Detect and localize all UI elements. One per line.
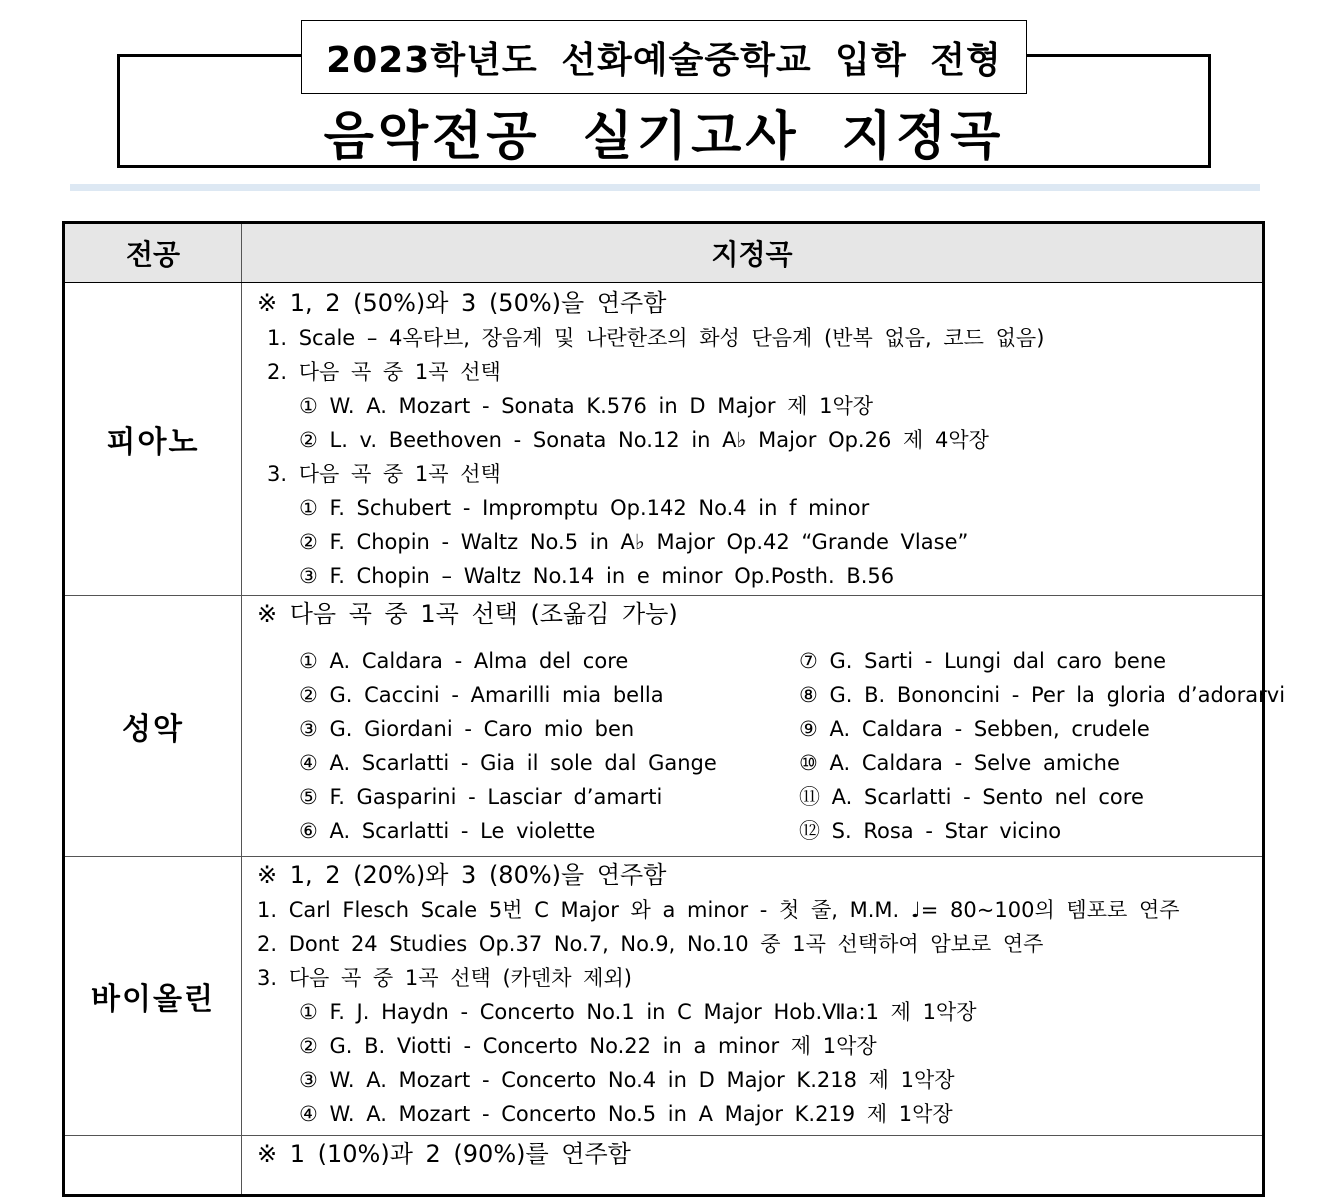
list-item: ⑫ S. Rosa - Star vicino [799, 819, 1062, 843]
content-piano [242, 283, 1264, 596]
list-item: ③ F. Chopin – Waltz No.14 in e minor Op.Posth. B.56 [299, 564, 895, 588]
list-item: ② G. Caccini - Amarilli mia bella [299, 683, 664, 707]
list-item: 2. Dont 24 Studies Op.37 No.7, No.9, No.10 중 1곡 선택하여 암보로 연주 [257, 932, 1044, 956]
list-item: ② F. Chopin - Waltz No.5 in A♭ Major Op.42 “Grande Vlase” [299, 530, 969, 554]
list-item: ③ G. Giordani - Caro mio ben [299, 717, 635, 741]
major-piano: 피아노 [64, 283, 242, 596]
list-item: ⑪ A. Scarlatti - Sento nel core [799, 785, 1144, 809]
vocal-note: ※ 다음 곡 중 1곡 선택 (조옮김 가능) [257, 600, 678, 628]
major-vocal: 성악 [64, 596, 242, 857]
list-item: ④ A. Scarlatti - Gia il sole dal Gange [299, 751, 717, 775]
list-item: ⑦ G. Sarti - Lungi dal caro bene [799, 649, 1167, 673]
table-row-violin [64, 857, 1264, 1136]
vocal-left-column [242, 644, 799, 848]
header-row [64, 223, 1264, 283]
list-item: ② G. B. Viotti - Concerto No.22 in a minor 제 1악장 [299, 1034, 877, 1058]
content-violin [242, 857, 1264, 1136]
list-item: 1. Carl Flesch Scale 5번 C Major 와 a minor - 첫 줄, M.M. ♩= 80~100의 템포로 연주 [257, 898, 1180, 922]
violin-note: ※ 1, 2 (20%)와 3 (80%)을 연주함 [257, 861, 667, 889]
major-violin: 바이올린 [64, 857, 242, 1136]
exam-table [62, 221, 1286, 1197]
header-pieces: 지정곡 [242, 223, 1264, 283]
table-row-vocal [64, 596, 1264, 857]
content-next [242, 1136, 1264, 1196]
title-divider [70, 184, 1260, 191]
list-item: ⑩ A. Caldara - Selve amiche [799, 751, 1120, 775]
table-row-next [64, 1136, 1264, 1196]
list-item: ⑥ A. Scarlatti - Le violette [299, 819, 596, 843]
list-item: ⑧ G. B. Bononcini - Per la gloria d’adorarvi [799, 683, 1286, 707]
major-next [64, 1136, 242, 1196]
list-item: ③ W. A. Mozart - Concerto No.4 in D Major K.218 제 1악장 [299, 1068, 955, 1092]
list-item: 3. 다음 곡 중 1곡 선택 (카덴차 제외) [257, 966, 632, 990]
vocal-right-column [799, 644, 1286, 848]
list-item: 1. Scale – 4옥타브, 장음계 및 나란한조의 화성 단음계 (반복 없음, 코드 없음) [267, 326, 1045, 350]
list-item: ⑨ A. Caldara - Sebben, crudele [799, 717, 1150, 741]
list-item: ⑤ F. Gasparini - Lasciar d’amarti [299, 785, 663, 809]
subtitle-box [301, 20, 1027, 94]
page-title [117, 94, 1211, 168]
header-major: 전공 [64, 223, 242, 283]
list-item: ② L. v. Beethoven - Sonata No.12 in A♭ Major Op.26 제 4악장 [299, 428, 989, 452]
next-note: ※ 1 (10%)과 2 (90%)를 연주함 [257, 1140, 631, 1168]
title-text: 음악전공 실기고사 지정곡 [323, 106, 1005, 167]
list-item: 3. 다음 곡 중 1곡 선택 [267, 462, 501, 486]
piano-note: ※ 1, 2 (50%)와 3 (50%)을 연주함 [257, 289, 667, 317]
list-item: 2. 다음 곡 중 1곡 선택 [267, 360, 501, 384]
content-vocal [242, 596, 1286, 857]
list-item: ① F. Schubert - Impromptu Op.142 No.4 in f minor [299, 496, 870, 520]
table-row-piano [64, 283, 1264, 596]
list-item: ① W. A. Mozart - Sonata K.576 in D Major 제 1악장 [299, 394, 874, 418]
vocal-columns [242, 644, 1286, 848]
list-item: ① A. Caldara - Alma del core [299, 649, 629, 673]
list-item: ① F. J. Haydn - Concerto No.1 in C Major Hob.Ⅶa:1 제 1악장 [299, 1000, 977, 1024]
subtitle: 2023학년도 선화예술중학교 입학 전형 [326, 39, 1002, 81]
list-item: ④ W. A. Mozart - Concerto No.5 in A Major K.219 제 1악장 [299, 1102, 953, 1126]
